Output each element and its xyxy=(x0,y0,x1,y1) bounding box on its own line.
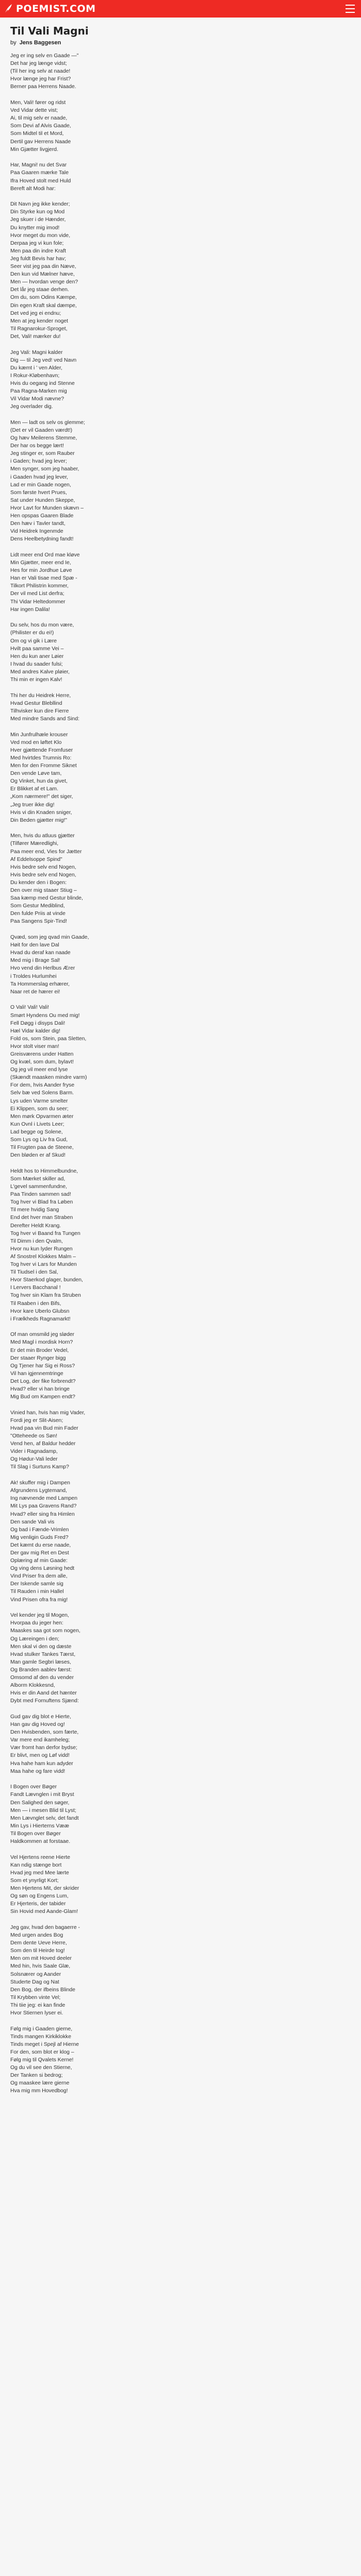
poem-line: „Kom nærmere!" det siger, xyxy=(10,794,73,800)
poem-line: Paa Sangens Spir-Tind! xyxy=(10,919,67,925)
poem-line: Som første hvert Prues, xyxy=(10,489,67,496)
logo-text: POEMIST.COM xyxy=(16,3,96,14)
poem-line: Omsomd af den du vender xyxy=(10,1675,74,1681)
poem-line: Hvor nu kun lyder Rungen xyxy=(10,1246,73,1252)
poem-line: Med hvirtdes Trumnis Ro: xyxy=(10,755,72,761)
poem-line: Jeg skuer i de Hænder, xyxy=(10,217,66,223)
poem-line: Seer vist jeg paa din Næve, xyxy=(10,264,76,270)
poem-line: Thi Vidar Heltedommer xyxy=(10,599,65,605)
poem-line: Til Krybben vinte Vel; xyxy=(10,1994,61,2001)
poem-line: Hvis er din Aand det hænter xyxy=(10,1690,77,1697)
poem-title: Til Vali Magni xyxy=(10,25,89,37)
poem-line: Ved Vidar dette vist; xyxy=(10,108,58,114)
poem-line: Og Tjener har Sig ei Ross? xyxy=(10,1363,75,1369)
poem-line: Sat under Hunden Skeppe, xyxy=(10,497,75,503)
poem-line: Lad begge og Solene, xyxy=(10,1129,63,1135)
stanza xyxy=(10,161,351,192)
poem-line: Hvad stulker Tankes Tærst, xyxy=(10,1651,76,1657)
poem-line: Den vende Løve tam, xyxy=(10,771,62,777)
poem-line: Det, Vali! mærker du! xyxy=(10,333,61,340)
poem-line: Det har jeg længe vidst; xyxy=(10,61,67,67)
poem-line: Med Magl i mordisk Horn? xyxy=(10,1340,73,1346)
poem-line: Jeg fuldt Bevis har hav; xyxy=(10,256,67,262)
poem-line: Det Log, der fike forbrendt? xyxy=(10,1378,76,1384)
poem-line: Som et ynyrligt Kort; xyxy=(10,1877,59,1884)
site-logo[interactable] xyxy=(4,3,96,14)
poem-line: Af Snostrel Klokkes Malm – xyxy=(10,1253,76,1260)
poem-line: Hva mig mm Hovedbog! xyxy=(10,2088,68,2094)
poem-line: Maa hahe og fare vidd! xyxy=(10,1768,65,1774)
poem-line: Det lår jeg staae derhen. xyxy=(10,287,69,293)
poem-line: O Vali! Vali! Vali! xyxy=(10,1005,50,1011)
poem-line: Man gamle Segbri læses, xyxy=(10,1659,71,1665)
poem-line: Jeg stinger er, som Rauber xyxy=(10,451,75,457)
poem-line: Den sande Vali vis xyxy=(10,1519,55,1525)
poem-line: Til Raaben i den Bifs, xyxy=(10,1300,61,1307)
poem-line: Med hin, hvis Saale Glæ, xyxy=(10,1963,71,1970)
poem-line: Det ved jeg ei endnu; xyxy=(10,310,61,316)
poem-line: Vid Heidrek Ingenmde xyxy=(10,529,63,535)
stanza xyxy=(10,692,351,723)
poem-line: Men om mit Hoved deeler xyxy=(10,1956,72,1962)
poem-line: Fell Døgg i disyps Dali! xyxy=(10,1020,65,1026)
poem-line: Studerte Dag og Nat xyxy=(10,1979,59,1985)
poem-line: Med mig i Brage Sal! xyxy=(10,958,60,964)
poem-line: Vind Priser fra dem alle, xyxy=(10,1573,68,1580)
poem-line: Den Bog, der ifbeins Blinde xyxy=(10,1987,75,1993)
poem-line: Ved mod en løftet Klo xyxy=(10,739,62,745)
poem-line: Ifra Hoved stolt med Huld xyxy=(10,178,71,184)
poem-line: Paa meer end, Vies for Jætter xyxy=(10,849,82,855)
poem-line: Og hæv Meilerens Stemme, xyxy=(10,435,77,442)
stanza xyxy=(10,1713,351,1775)
poem-line: Til Frugten paa de Steene, xyxy=(10,1145,74,1151)
poem-line: Til mere hvidig Sang xyxy=(10,1207,59,1213)
poem-line: Der gav mig Ret en Dest xyxy=(10,1550,69,1556)
poem-line: Saa kæmp med Gestur blinde, xyxy=(10,895,83,902)
poem-line: Ak! skuffer mig i Dampen xyxy=(10,1480,70,1486)
poem-line: Thi tiie jeg: ei kan finde xyxy=(10,2002,65,2008)
poem-line: Tog hver sin Klam fra Struben xyxy=(10,1293,81,1299)
poem-line: Maaskes saa got som nogen, xyxy=(10,1628,80,1634)
stanza xyxy=(10,349,351,411)
stanza xyxy=(10,1924,351,2017)
poem-line: Der Tanken si bedrog; xyxy=(10,2073,63,2079)
poem-line: Men — ladt os selv os glemme; xyxy=(10,419,85,426)
poem-line: Hvis bedre selv end Nogen, xyxy=(10,864,76,870)
poem-line: Der vil med List derfra; xyxy=(10,591,64,597)
poem-line: Og kvæl, som dum, bylavt! xyxy=(10,1059,74,1065)
stanza xyxy=(10,832,351,925)
poem-line: Den over mig staaer Stiug – xyxy=(10,888,77,894)
poem-line: Hvilt paa samme Vei – xyxy=(10,646,64,652)
stanza xyxy=(10,1004,351,1159)
poem-line: Er det min Broder Vedel, xyxy=(10,1347,69,1353)
poem-line: Ta Hommerslag erhærer, xyxy=(10,981,70,987)
stanza xyxy=(10,1854,351,1916)
stanza xyxy=(10,1167,351,1323)
stanza xyxy=(10,934,351,996)
poem-line: Tinds meget i Spejl af Hierne xyxy=(10,2041,79,2047)
poem-line: Berner paa Herrens Naade. xyxy=(10,84,76,90)
stanza xyxy=(10,1612,351,1705)
hamburger-menu-icon[interactable] xyxy=(346,5,355,13)
poem-line: Hæl Vidar kalder dig! xyxy=(10,1028,60,1034)
poem-line: Solsnærer og Aander xyxy=(10,1971,61,1977)
poem-line: Lad er min Gaade nogen, xyxy=(10,482,71,488)
poem-line: Sin Hovid med Aande-Glam! xyxy=(10,1909,78,1915)
poem-line: Dens Heelbetydning fandt! xyxy=(10,536,74,543)
poem-line: Tilkort Philistrin kommer, xyxy=(10,583,69,589)
poem-line: Kun Ovnl i Livets Leer; xyxy=(10,1121,64,1127)
poem-line: Om du, som Odins Kæmpe, xyxy=(10,295,77,301)
poem-line: Vel Hjertens reene Hierte xyxy=(10,1854,71,1860)
poem-line: Som den til Heirde tog! xyxy=(10,1948,65,1954)
poem-line: Gud gav dig blot e Hierte, xyxy=(10,1714,71,1720)
poem-line: Følg mig til Qvalets Kerne! xyxy=(10,2057,74,2063)
poem-line: Greisværens under Hatten xyxy=(10,1052,74,1057)
poem-line: Fandt Lævnglen i mit Bryst xyxy=(10,1792,74,1798)
poem-line: Og Vinket, hun da givet, xyxy=(10,778,68,785)
poem-line: Hvad paa vin Bud min Fader xyxy=(10,1426,78,1431)
poem-line: Af Eddelsoppe Spind" xyxy=(10,856,62,862)
poem-line: I hvad du saader fulsi; xyxy=(10,661,63,667)
poem-line: Den fulde Priis at vinde xyxy=(10,911,65,917)
poem-line: Ing nævnende med Lampen xyxy=(10,1496,77,1502)
poem-line: (Til her ing selv at naade! xyxy=(10,69,71,75)
poem-line: Og søn og Engens Lum, xyxy=(10,1893,69,1900)
stanza xyxy=(10,99,351,154)
poem-line: Dig — til Jeg ved! ved Navn xyxy=(10,357,77,363)
poem-line: Ai, til mig selv er naade, xyxy=(10,115,68,122)
poem-line: Den bløden er af Skud! xyxy=(10,1153,65,1159)
poem-line: Selv bæ ved Solens Barm. xyxy=(10,1090,74,1096)
poem-line: Var mere end ikamheleg; xyxy=(10,1737,70,1743)
poem-line: I Bogen over Bøger xyxy=(10,1784,57,1790)
poem-line: Du kæmt i ' ven Alder, xyxy=(10,365,62,371)
quill-icon xyxy=(4,4,13,14)
poem-line: Derefter Heldt Krang. xyxy=(10,1223,61,1229)
poem-line: Du kender den i Bogen: xyxy=(10,879,67,886)
poem-line: Paa Gaaren mærke Tale xyxy=(10,170,69,176)
poem-line: Mig venligin Guds Fred? xyxy=(10,1534,69,1540)
poem-line: "Otteheede os Søn! xyxy=(10,1433,57,1439)
poem-line: Jeg er ing selv en Gaade —" xyxy=(10,53,79,59)
poem-line: Men Hjertens Mit, der skrider xyxy=(10,1886,79,1892)
stanza xyxy=(10,551,351,614)
poem-line: Ei Klippen, som du seer; xyxy=(10,1106,69,1112)
poem-line: Alborm Klokkesnd, xyxy=(10,1683,55,1689)
stanza xyxy=(10,419,351,544)
poem-line: Har, Magni! nu det Svar xyxy=(10,162,67,168)
poem-line: Har ingen Dalila! xyxy=(10,606,50,613)
poem-line: Men synger, som jeg haaber, xyxy=(10,466,79,472)
poem-line: Til Slag i Surtuns Kamp? xyxy=(10,1464,69,1470)
poem-line: (Philister er du ei!) xyxy=(10,630,54,636)
poem-line: Som Devi af Alvis Gaade, xyxy=(10,123,71,129)
poem-line: Fordi jeg er Slit-Aisen; xyxy=(10,1417,63,1423)
poem-line: End det hver man Straben xyxy=(10,1215,73,1221)
author-link[interactable]: Jens Baggesen xyxy=(19,40,61,46)
poem-line: Haldkommen at forstaae. xyxy=(10,1838,71,1844)
poem-line: Men — i mesen Blid til Lyst; xyxy=(10,1807,76,1814)
poem-line: Paa Tinden sammen sad! xyxy=(10,1192,71,1198)
poem-line: Mit Lys paa Gravens Rand? xyxy=(10,1503,77,1510)
poem-line: Tog hver vi Baand fra Tungen xyxy=(10,1230,80,1236)
poem-line: Men for den Fromme Siknet xyxy=(10,763,77,769)
poem-line: Den kun vid Mælner hæve, xyxy=(10,272,75,278)
poem-line: Hvis bedre selv end Nogen, xyxy=(10,872,76,878)
poem-line: Til Bogen over Bøger xyxy=(10,1831,61,1837)
poem-line: Hvor Stiernen lyser ei. xyxy=(10,2010,63,2016)
poem-line: Derpaa jeg vi kun fole; xyxy=(10,240,64,246)
poem-line: Høit for den lave Dal xyxy=(10,942,59,948)
poem-line: Min Junfrulhæle krouser xyxy=(10,732,68,738)
poem-line: Er blivt, men og Løf vidd! xyxy=(10,1753,70,1759)
poem-body xyxy=(10,52,351,2095)
poem-line: Hvad? eller vi han bringe xyxy=(10,1386,70,1393)
poem-line: Hvad jeg med Mee lærte xyxy=(10,1870,69,1876)
poem-line: Tog hver vi Lars for Munden xyxy=(10,1262,77,1268)
poem-line: Fold os, som Stein, paa Sletten, xyxy=(10,1036,87,1042)
poem-line: Og maaskee lære gierne xyxy=(10,2080,70,2087)
by-label: by xyxy=(10,40,17,46)
poem-line: Til Dimm i den Qvalm, xyxy=(10,1238,63,1244)
poem-line: L'gevel sammenfundne, xyxy=(10,1184,67,1190)
poem-line: Hen du kun aner Løier xyxy=(10,653,64,659)
poem-line: Hvis du oegang ind Stenne xyxy=(10,380,75,386)
poem-line: Til Rauden i min Hallel xyxy=(10,1589,64,1595)
poem-line: Han gav dig Hoved og! xyxy=(10,1722,65,1728)
poem-line: Lidt meer end Ord mae kløve xyxy=(10,552,80,558)
poem-line: Thi min er ingen Kalv! xyxy=(10,677,62,683)
poem-line: Of man omsmild jeg sløder xyxy=(10,1332,75,1338)
poem-line: Tinds mangen Kirkiklokke xyxy=(10,2033,72,2040)
stanza xyxy=(10,200,351,341)
poem-line: Tilhvisker kun dire Fierre xyxy=(10,708,69,714)
poem-line: Men skal vi den og dæste xyxy=(10,1643,72,1650)
poem-line: (Det er vil Gaaden værdt!) xyxy=(10,428,73,433)
poem-line: Min Gjætter livgjerd. xyxy=(10,146,58,152)
poem-line: Kan ndig stænge bort xyxy=(10,1862,62,1868)
poem-line: Du knytter mig imod! xyxy=(10,225,60,231)
poem-line: Paa Ragna-Marken mig xyxy=(10,388,67,395)
poem-line: Den Hvisbenden, som færte, xyxy=(10,1730,79,1736)
poem-line: Vind Prisen ofra fra mig! xyxy=(10,1597,68,1603)
poem-line: Vær fromt han derfor bydse; xyxy=(10,1745,77,1751)
stanza xyxy=(10,52,351,91)
poem-line: Der staaer Rynger bigg xyxy=(10,1355,66,1361)
poem-line: Og Hødur-Vali leder xyxy=(10,1456,58,1463)
stanza xyxy=(10,2025,351,2095)
poem-line: Men paa din indre Kraft xyxy=(10,248,67,254)
poem-line: i Gaaden hvad jeg lever, xyxy=(10,474,69,480)
poem-line: Dem dente Ueve Herre, xyxy=(10,1940,67,1946)
poem-line: Hvor længe jeg har Frist? xyxy=(10,76,71,82)
poem-line: Jeg overlader dig. xyxy=(10,404,53,410)
poem-line: Med urgen andes Bog xyxy=(10,1933,63,1939)
poem-line: Men mørk Opvarmen æter xyxy=(10,1113,74,1120)
poem-line: Om og vi gik i Lære xyxy=(10,638,57,644)
poem-line: Afgrundens Lygtemand, xyxy=(10,1488,67,1494)
poem-line: i Gaden; hvad jeg lever; xyxy=(10,459,67,465)
poem-line: Til Tiudsel i den Sal, xyxy=(10,1269,58,1276)
stanza xyxy=(10,1409,351,1471)
poem-line: Din egen Kraft skal dæmpe, xyxy=(10,302,77,309)
poem-line: Men at jeg kender noget xyxy=(10,318,69,324)
poem-line: Thi her du Heidrek Herre, xyxy=(10,692,71,699)
poem-line: Er Hjerteris, der tabider xyxy=(10,1901,66,1907)
poem-line: Og du vil see den Stierne, xyxy=(10,2065,72,2071)
poem-line: Hvad? eller sing fra Himlen xyxy=(10,1511,75,1517)
poem-line: Du selv, hos du mon være, xyxy=(10,622,74,629)
poem-line: Hva hahe ham kun adyder xyxy=(10,1760,73,1767)
poem-line: Der Iskende samle sig xyxy=(10,1581,63,1587)
stanza xyxy=(10,621,351,684)
poem-line: Din Styrke kun og Mod xyxy=(10,209,65,215)
poem-line: Den hæv i Tavler tandt, xyxy=(10,521,65,527)
poem-line: For den, som blot er klog – xyxy=(10,2049,74,2055)
poem-line: Men — hvordan venge den? xyxy=(10,279,78,285)
poem-line: For dem, hvis Aander fryse xyxy=(10,1082,75,1089)
poem-line: Oplæring af min Gaade: xyxy=(10,1558,68,1564)
stanza xyxy=(10,1331,351,1401)
poem-line: Men, hvis du atluus gjætter xyxy=(10,833,75,839)
poem-line: Det kæmt du erse naade, xyxy=(10,1542,71,1548)
poem-line: Jeg gav, hvad den bagaerre - xyxy=(10,1925,80,1930)
poem-line: Vil han igjennemtringe xyxy=(10,1370,63,1377)
poem-line: Jeg Vali: Magni kalder xyxy=(10,349,63,355)
poem-line: I Rokur-Kløbenhavn; xyxy=(10,372,60,379)
poem-line: I Lervers Bacchanal ! xyxy=(10,1285,61,1291)
poem-line: Vil Vidar Modi nævne? xyxy=(10,396,64,402)
poem-line: Hvor Staerkod glager, bunden, xyxy=(10,1277,83,1283)
poem-line: Tog hver vi Blad fra Løben xyxy=(10,1199,73,1206)
poem-line: Som Mærket skiller ad, xyxy=(10,1176,65,1182)
poem-line: Og Læreingen i den; xyxy=(10,1636,59,1642)
poem-line: Qvæd, som jeg qvad min Gaade, xyxy=(10,935,89,941)
stanza xyxy=(10,731,351,824)
poem-line: Hvor stolt viser man! xyxy=(10,1043,59,1049)
poem-line: Hvorpaa du jeger hen: xyxy=(10,1620,63,1626)
poem-line: Dit Navn jeg ikke kender; xyxy=(10,201,70,208)
poem-line: Hvor kare Uberlo Glubsn xyxy=(10,1308,70,1314)
poem-line: Som Gestur Mediblind, xyxy=(10,903,65,909)
poem-line: Hvad Gestur Blebllind xyxy=(10,700,62,706)
poem-line: Han er Vali tisae med Spæ - xyxy=(10,575,77,582)
poem-line: Men Lævnglet selv, det fandt xyxy=(10,1815,79,1821)
poem-line: Hvor Lavt for Munden skævn – xyxy=(10,505,84,511)
poem-line: Vinied han, hvis han mig Vader, xyxy=(10,1410,86,1416)
poem-line: Og bad i Fænde-Vrimlen xyxy=(10,1527,69,1533)
poem-line: Følg mig i Gaaden gierne, xyxy=(10,2026,73,2032)
author-line xyxy=(10,39,351,47)
poem-line: (Tilfører Mæredlighi, xyxy=(10,841,59,847)
poem-line: Hvo vend din Herlbus Ærer xyxy=(10,965,75,972)
poem-line: Dybt med Fornuftens Sjænd: xyxy=(10,1698,79,1704)
poem-line: Som Midtel til et Mord, xyxy=(10,131,64,137)
poem-line: Med mindre Sands and Sind: xyxy=(10,716,80,722)
poem-line: Vend hen, af Baldur hedder xyxy=(10,1441,76,1447)
poem-line: Bereft alt Modi har: xyxy=(10,185,56,192)
poem-line: Hvad du deraf kan naade xyxy=(10,950,71,956)
poem-line: Vider i Ragnadamp, xyxy=(10,1449,58,1455)
poem-line: Hen opspas Gaaren Blade xyxy=(10,513,74,519)
poem-line: i Frælkheds Ragnamarkt! xyxy=(10,1316,71,1322)
poem-line: Der har os begge lært! xyxy=(10,443,64,449)
poem-line: Som Lys og Liv fra Gud, xyxy=(10,1137,68,1143)
poem-line: (Skændt maasken mindre varm) xyxy=(10,1075,87,1081)
poem-line: Er Blikket af et Lam. xyxy=(10,786,58,792)
top-bar xyxy=(0,0,361,18)
poem-line: Min Lys i Hierterns Vææ xyxy=(10,1823,69,1829)
poem-line: Og jeg vil meer end lyse xyxy=(10,1067,68,1073)
poem-line: Den Salighed den søger, xyxy=(10,1800,70,1806)
poem-line: Lys uden Varme smelter xyxy=(10,1098,68,1104)
stanza xyxy=(10,1783,351,1845)
poem-line: Mig Bud om Kampen endt? xyxy=(10,1394,75,1400)
poem-line: Hvor meget du mon vide, xyxy=(10,232,71,239)
stanza xyxy=(10,1479,351,1604)
poem-line: Og Branden aablev færst: xyxy=(10,1667,72,1673)
poem-line: Naar ret de hærer ei! xyxy=(10,989,60,995)
poem-line: Men, Vali! fører og ridst xyxy=(10,100,66,106)
poem-line: Din Beden gjætter mig!" xyxy=(10,817,67,823)
poem-line: „Jeg truer ikke dig! xyxy=(10,802,55,808)
poem-line: Min Gjætter, meer end Ie, xyxy=(10,560,71,566)
poem-line: Hes for min Jordhue Løve xyxy=(10,568,72,574)
poem-line: i Troldes Hurlumhei xyxy=(10,973,57,979)
poem-line: Heldt hos to Himmelbundne, xyxy=(10,1168,78,1174)
poem-line: Og ving dens Løsning hedt xyxy=(10,1566,75,1572)
poem-line: Til Ragnarokur-Sproget, xyxy=(10,326,68,332)
poem-line: Hver gjættende Fromfuser xyxy=(10,747,73,753)
poem-line: Dertil gav Herrens Naade xyxy=(10,139,71,145)
poem-line: Vel kender jeg til Mogen, xyxy=(10,1613,69,1619)
poem-line: Hvis vi din Knaden sniger, xyxy=(10,809,72,816)
poem-content xyxy=(10,25,351,2103)
poem-line: Med andres Kalve pløier, xyxy=(10,669,70,675)
poem-line: Smørt Hyndens Ou med mig! xyxy=(10,1012,80,1019)
